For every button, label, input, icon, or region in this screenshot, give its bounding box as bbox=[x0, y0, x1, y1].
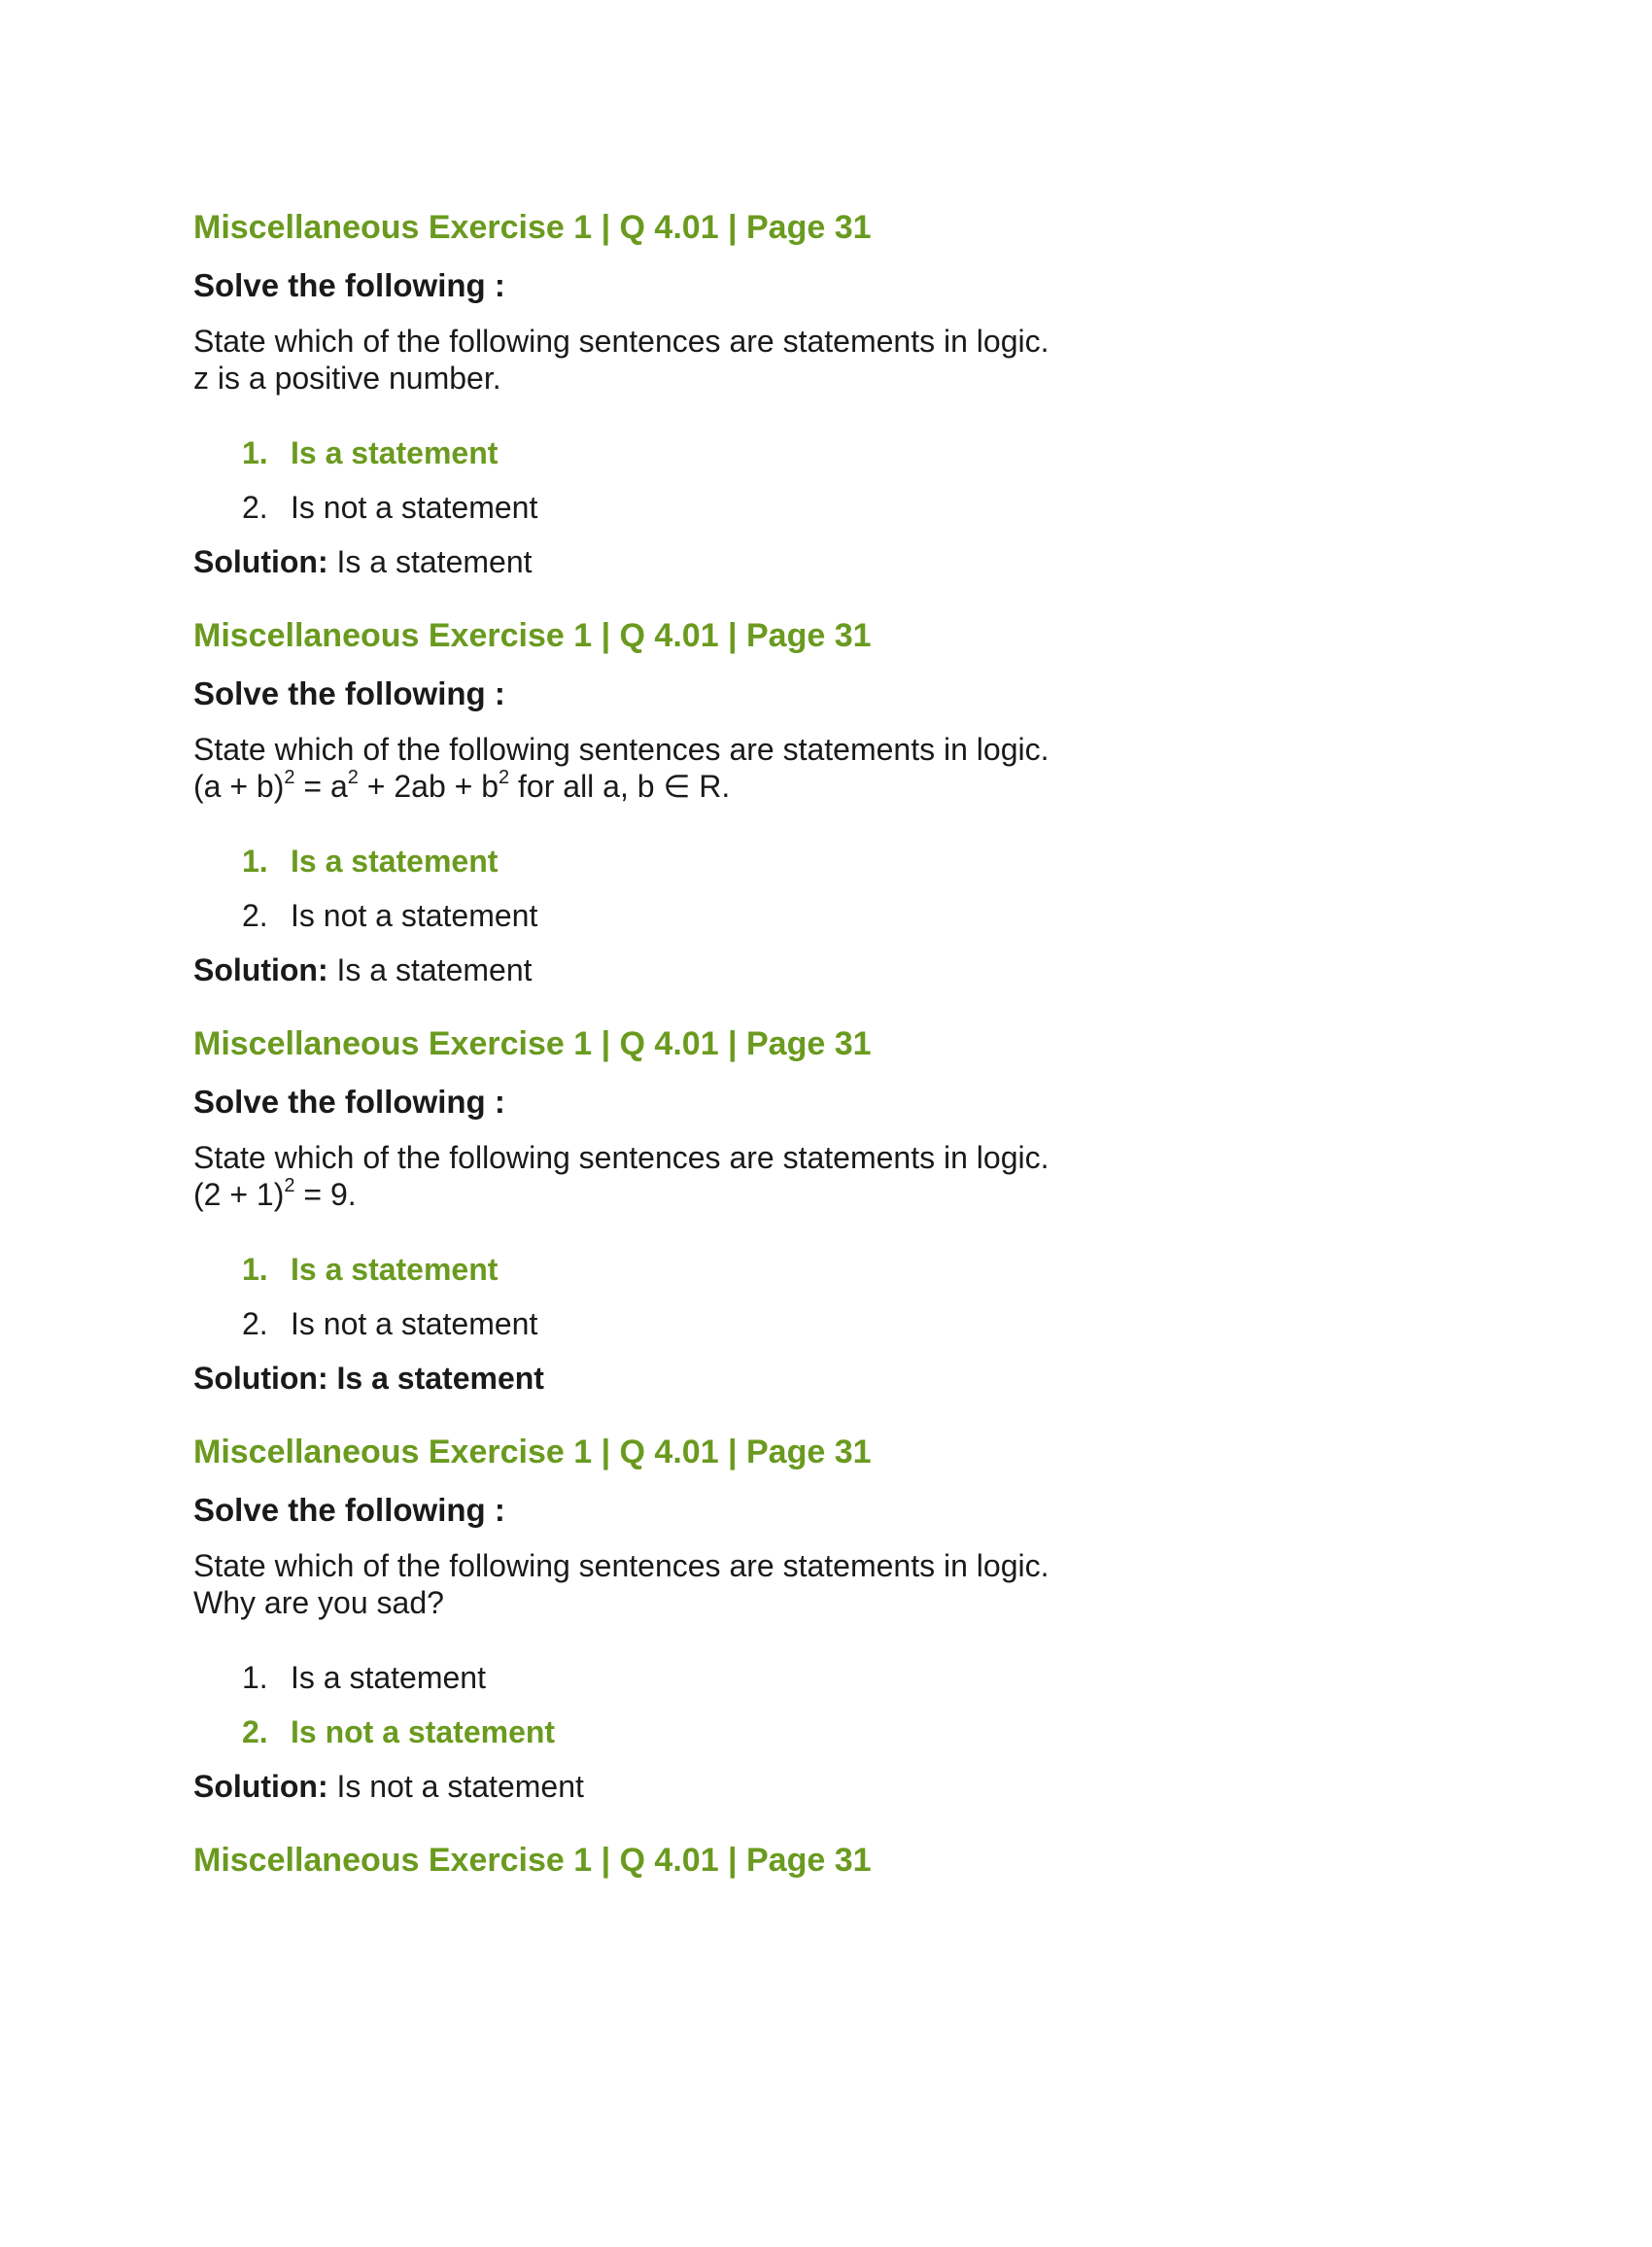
question-text bbox=[193, 323, 1049, 397]
question-block-5 bbox=[193, 1839, 1457, 2247]
option-2[interactable] bbox=[242, 1711, 555, 1765]
answer-options bbox=[242, 1656, 555, 1765]
option-2[interactable] bbox=[242, 1302, 537, 1357]
option-1[interactable] bbox=[242, 1248, 537, 1302]
option-label: Is not a statement bbox=[291, 1306, 538, 1341]
question-sentence: $(2 + 1)^2 = 9$. bbox=[193, 1175, 357, 1212]
question-subheading: Solve the following : bbox=[193, 1492, 505, 1528]
solution bbox=[193, 949, 533, 991]
option-2[interactable] bbox=[242, 894, 537, 949]
option-label: Is a statement bbox=[291, 1252, 499, 1287]
option-label: Is not a statement bbox=[291, 1714, 556, 1749]
option-number: 1. bbox=[242, 435, 268, 470]
question-sentence: $(a + b)^2 = a^2 + 2ab + b^2$ for all a, b ∈ R. bbox=[193, 767, 731, 804]
question-heading[interactable]: Miscellaneous Exercise 1 | Q 4.01 | Page 31 bbox=[193, 209, 872, 246]
solution bbox=[193, 540, 533, 583]
question-prompt: State which of the following sentences are statements in logic. bbox=[193, 1140, 1050, 1175]
question-prompt: State which of the following sentences are statements in logic. bbox=[193, 1548, 1050, 1583]
question-sentence: Why are you sad? bbox=[193, 1585, 444, 1620]
question-heading[interactable]: Miscellaneous Exercise 1 | Q 4.01 | Page 31 bbox=[193, 1842, 872, 1879]
option-1[interactable] bbox=[242, 1656, 555, 1711]
option-number: 1. bbox=[242, 1252, 268, 1287]
solution-answer: Is a statement bbox=[336, 544, 533, 579]
option-number: 2. bbox=[242, 490, 268, 525]
option-label: Is not a statement bbox=[291, 490, 538, 525]
solution-answer: Is a statement bbox=[336, 952, 533, 987]
question-heading[interactable]: Miscellaneous Exercise 1 | Q 4.01 | Page 31 bbox=[193, 1025, 872, 1062]
question-subheading: Solve the following : bbox=[193, 267, 505, 303]
solution-answer: Is not a statement bbox=[336, 1769, 584, 1804]
question-text bbox=[193, 1547, 1049, 1621]
answer-options bbox=[242, 1248, 537, 1357]
question-subheading: Solve the following : bbox=[193, 1084, 505, 1120]
option-number: 2. bbox=[242, 898, 268, 933]
option-number: 1. bbox=[242, 844, 268, 879]
solution-label: Solution: bbox=[193, 1361, 328, 1396]
question-sentence: z is a positive number. bbox=[193, 361, 501, 396]
option-1[interactable] bbox=[242, 840, 537, 894]
question-block-2 bbox=[193, 614, 1457, 1022]
option-label: Is a statement bbox=[291, 1660, 486, 1695]
question-heading[interactable]: Miscellaneous Exercise 1 | Q 4.01 | Page 31 bbox=[193, 1434, 872, 1470]
solution bbox=[193, 1765, 584, 1808]
question-text bbox=[193, 731, 1049, 805]
document-page bbox=[193, 206, 1457, 2247]
option-label: Is a statement bbox=[291, 435, 499, 470]
solution-answer: Is a statement bbox=[336, 1361, 544, 1396]
solution-label: Solution: bbox=[193, 952, 328, 987]
option-label: Is a statement bbox=[291, 844, 499, 879]
option-label: Is not a statement bbox=[291, 898, 538, 933]
question-block-4 bbox=[193, 1431, 1457, 1839]
option-number: 2. bbox=[242, 1306, 268, 1341]
solution-label: Solution: bbox=[193, 1769, 328, 1804]
question-text bbox=[193, 1139, 1049, 1213]
question-subheading: Solve the following : bbox=[193, 675, 505, 711]
question-heading[interactable]: Miscellaneous Exercise 1 | Q 4.01 | Page 31 bbox=[193, 617, 872, 654]
solution bbox=[193, 1357, 544, 1400]
question-prompt: State which of the following sentences are statements in logic. bbox=[193, 324, 1050, 359]
answer-options bbox=[242, 432, 537, 540]
question-prompt: State which of the following sentences are statements in logic. bbox=[193, 732, 1050, 767]
question-block-1 bbox=[193, 206, 1457, 614]
solution-label: Solution: bbox=[193, 544, 328, 579]
option-1[interactable] bbox=[242, 432, 537, 486]
option-number: 1. bbox=[242, 1660, 268, 1695]
answer-options bbox=[242, 840, 537, 949]
option-number: 2. bbox=[242, 1714, 268, 1749]
question-block-3 bbox=[193, 1022, 1457, 1431]
option-2[interactable] bbox=[242, 486, 537, 540]
